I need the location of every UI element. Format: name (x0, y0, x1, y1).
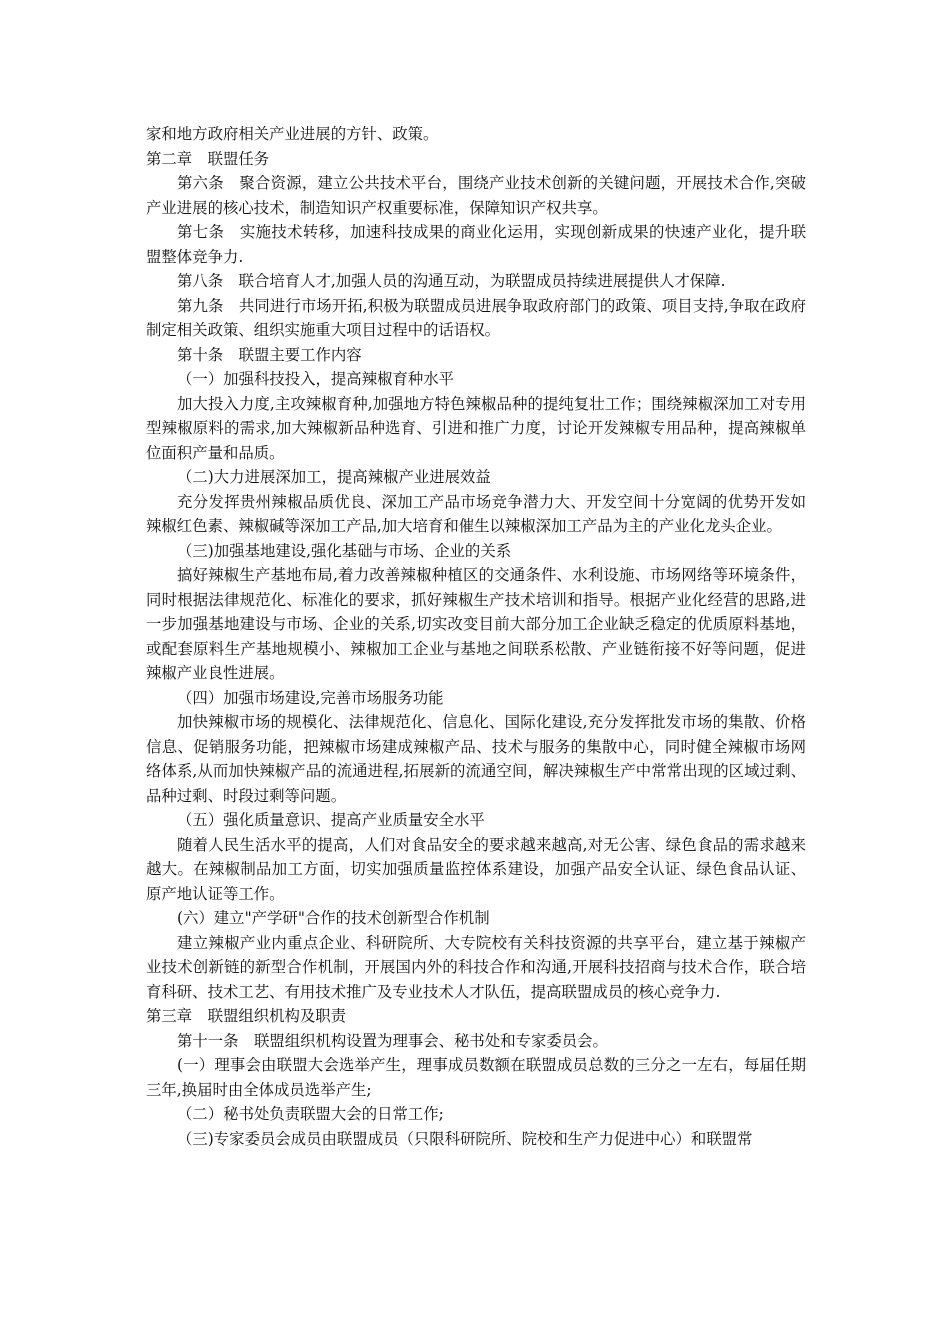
article-paragraph: 第六条 聚合资源，建立公共技术平台，围绕产业技术创新的关键问题，开展技术合作,突破产业进展的核心技术，制造知识产权重要标准，保障知识产权共享。 (146, 174, 806, 217)
chapter-heading: 第二章 联盟任务 (146, 149, 270, 168)
body-paragraph: 加快辣椒市场的规模化、法律规范化、信息化、国际化建设,充分发挥批发市场的集散、价格信息、促销服务功能，把辣椒市场建成辣椒产品、技术与服务的集散中心，同时健全辣椒市场网络体系,从而加快辣椒产品的流通进程,拓展新的流通空间，解决辣椒生产中常常出现的区域过剩、品种过剩、时段过剩等问题。 (146, 713, 806, 805)
paragraph-continuation: 家和地方政府相关产业进展的方针、政策。 (146, 125, 439, 143)
body-paragraph: 随着人民生活水平的提高，人们对食品安全的要求越来越高,对无公害、绿色食品的需求越来越大。在辣椒制品加工方面，切实加强质量监控体系建设，加强产品安全认证、绿色食品认证、原产地认证等工作。 (146, 835, 806, 903)
article-paragraph: 第七条 实施技术转移，加速科技成果的商业化运用，实现创新成果的快速产业化，提升联盟整体竞争力. (146, 223, 806, 266)
section-heading: （二)大力进展深加工，提高辣椒产业进展效益 (177, 468, 491, 486)
body-paragraph: 建立辣椒产业内重点企业、科研院所、大专院校有关科技资源的共享平台，建立基于辣椒产业技术创新链的新型合作机制，开展国内外的科技合作和沟通,开展科技招商与技术合作，联合培育科研、技术工艺、有用技术推广及专业技术人才队伍，提高联盟成员的核心竞争力. (146, 933, 806, 1001)
article-paragraph: 第八条 联合培育人才,加强人员的沟通互动，为联盟成员持续进展提供人才保障. (177, 272, 726, 290)
section-heading: （三)加强基地建设,强化基础与市场、企业的关系 (177, 541, 512, 560)
body-paragraph: (一）理事会由联盟大会选举产生，理事成员数额在联盟成员总数的三分之一左右，每届任期三年,换届时由全体成员选举产生; (146, 1056, 806, 1099)
document-page (146, 122, 806, 1151)
article-paragraph: 第十条 联盟主要工作内容 (177, 345, 362, 364)
section-heading: (六）建立"产学研"合作的技术创新型合作机制 (177, 909, 490, 927)
article-paragraph: 第十一条 联盟组织机构设置为理事会、秘书处和专家委员会。 (177, 1031, 608, 1050)
article-paragraph: 第九条 共同进行市场开拓,积极为联盟成员进展争取政府部门的政策、项目支持,争取在政府制定相关政策、组织实施重大项目过程中的话语权。 (146, 296, 806, 339)
section-heading: （五）强化质量意识、提高产业质量安全水平 (177, 811, 485, 829)
section-heading: （一）加强科技投入，提高辣椒育种水平 (177, 370, 455, 388)
body-paragraph: 加大投入力度,主攻辣椒育种,加强地方特色辣椒品种的提纯复壮工作；围绕辣椒深加工对专用型辣椒原料的需求,加大辣椒新品种选育、引进和推广力度，讨论开发辣椒专用品种，提高辣椒单位面积产量和品质。 (146, 394, 806, 462)
body-paragraph: 搞好辣椒生产基地布局,着力改善辣椒种植区的交通条件、水利设施、市场网络等环境条件，同时根据法律规范化、标准化的要求，抓好辣椒生产技术培训和指导。根据产业化经营的思路,进一步加强基地建设与市场、企业的关系,切实改变目前大部分加工企业缺乏稳定的优质原料基地，或配套原料生产基地规模小、辣椒加工企业与基地之间联系松散、产业链衔接不好等问题，促进辣椒产业良性进展。 (146, 566, 806, 682)
body-paragraph: 充分发挥贵州辣椒品质优良、深加工产品市场竞争潜力大、开发空间十分宽阔的优势开发如辣椒红色素、辣椒碱等深加工产品,加大培育和催生以辣椒深加工产品为主的产业化龙头企业。 (146, 492, 806, 535)
section-heading: （四）加强市场建设,完善市场服务功能 (177, 688, 444, 707)
body-paragraph: （三)专家委员会成员由联盟成员（只限科研院所、院校和生产力促进中心）和联盟常 (177, 1129, 753, 1148)
body-paragraph: （二）秘书处负责联盟大会的日常工作; (177, 1105, 444, 1123)
chapter-heading: 第三章 联盟组织机构及职责 (146, 1007, 347, 1025)
